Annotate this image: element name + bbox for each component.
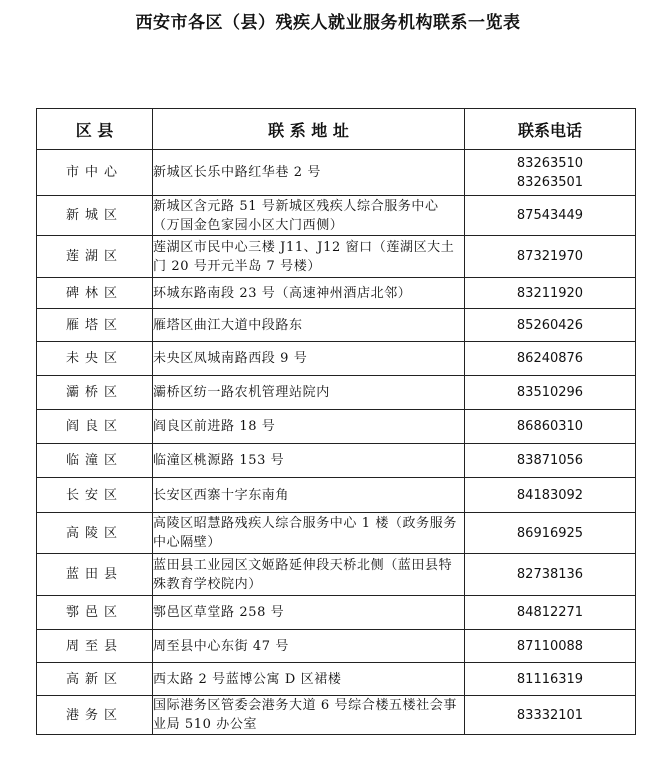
document-title: 西安市各区（县）残疾人就业服务机构联系一览表 xyxy=(135,13,521,33)
phone-number: 85260426 xyxy=(516,317,584,333)
phone-number: 84183092 xyxy=(516,487,584,503)
address-cell: 西太路 2 号蓝博公寓 D 区裙楼 xyxy=(153,663,465,696)
address-cell: 阎良区前进路 18 号 xyxy=(153,410,465,444)
district-cell: 高陵区 xyxy=(37,513,153,554)
contacts-table xyxy=(36,108,636,735)
address-cell: 临潼区桃源路 153 号 xyxy=(153,444,465,478)
address-cell: 国际港务区管委会港务大道 6 号综合楼五楼社会事业局 510 办公室 xyxy=(153,696,465,735)
address-cell: 周至县中心东街 47 号 xyxy=(153,630,465,663)
district-cell: 新城区 xyxy=(37,196,153,236)
table-row xyxy=(37,309,636,342)
address-cell: 长安区西寨十字东南角 xyxy=(153,478,465,513)
district-cell: 阎良区 xyxy=(37,410,153,444)
address-cell: 鄠邑区草堂路 258 号 xyxy=(153,596,465,630)
table-row xyxy=(37,342,636,376)
phone-cell xyxy=(465,410,636,444)
table-header-row xyxy=(37,109,636,150)
district-cell: 市中心 xyxy=(37,150,153,196)
address-cell: 未央区凤城南路西段 9 号 xyxy=(153,342,465,376)
table-row xyxy=(37,596,636,630)
phone-number: 87543449 xyxy=(516,208,584,223)
district-cell: 周至县 xyxy=(37,630,153,663)
table-row xyxy=(37,376,636,410)
phone-cell xyxy=(465,309,636,342)
phone-number: 84812271 xyxy=(516,605,584,620)
header-phone: 联系电话 xyxy=(465,109,636,150)
address-cell: 高陵区昭慧路残疾人综合服务中心 1 楼（政务服务中心隔壁） xyxy=(153,513,465,554)
address-cell: 雁塔区曲江大道中段路东 xyxy=(153,309,465,342)
district-cell: 蓝田县 xyxy=(37,554,153,596)
phone-number: 87110088 xyxy=(516,638,584,654)
phone-cell xyxy=(465,376,636,410)
phone-number: 86916925 xyxy=(516,525,584,541)
table-row xyxy=(37,236,636,278)
phone-number: 86860310 xyxy=(516,419,584,434)
address-cell: 新城区长乐中路红华巷 2 号 xyxy=(153,150,465,196)
phone-cell xyxy=(465,596,636,630)
district-cell: 高新区 xyxy=(37,663,153,696)
table-row xyxy=(37,696,636,735)
phone-cell xyxy=(465,342,636,376)
address-cell: 环城东路南段 23 号（高速神州酒店北邻） xyxy=(153,278,465,309)
phone-cell xyxy=(465,630,636,663)
district-cell: 灞桥区 xyxy=(37,376,153,410)
phone-cell xyxy=(465,444,636,478)
phone-cell xyxy=(465,150,636,196)
phone-cell xyxy=(465,513,636,554)
header-district: 区 县 xyxy=(37,109,153,150)
phone-cell xyxy=(465,196,636,236)
address-cell: 蓝田县工业园区文姬路延伸段天桥北侧（蓝田县特殊教育学校院内） xyxy=(153,554,465,596)
phone-cell xyxy=(465,663,636,696)
table-row xyxy=(37,513,636,554)
phone-cell xyxy=(465,554,636,596)
table-body xyxy=(37,150,636,735)
phone-number: 81116319 xyxy=(516,671,584,687)
table-row xyxy=(37,196,636,236)
phone-cell xyxy=(465,278,636,309)
address-cell: 莲湖区市民中心三楼 J11、J12 窗口（莲湖区大土门 20 号开元半岛 7 号楼） xyxy=(153,236,465,278)
phone-number: 83871056 xyxy=(516,453,584,468)
address-cell: 灞桥区纺一路农机管理站院内 xyxy=(153,376,465,410)
district-cell: 莲湖区 xyxy=(37,236,153,278)
phone-number: 83510296 xyxy=(516,385,584,400)
table-row xyxy=(37,410,636,444)
header-address: 联 系 地 址 xyxy=(153,109,465,150)
district-cell: 雁塔区 xyxy=(37,309,153,342)
table-row xyxy=(37,554,636,596)
phone-number: 83332101 xyxy=(516,707,584,723)
phone-cell xyxy=(465,478,636,513)
phone-number: 83263501 xyxy=(516,174,584,190)
district-cell: 未央区 xyxy=(37,342,153,376)
phone-cell xyxy=(465,696,636,735)
phone-number: 82738136 xyxy=(516,567,584,582)
table-row xyxy=(37,663,636,696)
phone-number: 87321970 xyxy=(516,249,584,264)
table-row xyxy=(37,150,636,196)
phone-number: 86240876 xyxy=(516,351,584,366)
table-row xyxy=(37,478,636,513)
phone-cell xyxy=(465,236,636,278)
table-row xyxy=(37,444,636,478)
district-cell: 碑林区 xyxy=(37,278,153,309)
phone-number: 83263510 xyxy=(516,155,584,171)
address-cell: 新城区含元路 51 号新城区残疾人综合服务中心（万国金色家园小区大门西侧） xyxy=(153,196,465,236)
district-cell: 长安区 xyxy=(37,478,153,513)
district-cell: 临潼区 xyxy=(37,444,153,478)
district-cell: 港务区 xyxy=(37,696,153,735)
phone-number: 83211920 xyxy=(516,285,584,301)
district-cell: 鄠邑区 xyxy=(37,596,153,630)
table-row xyxy=(37,278,636,309)
table-row xyxy=(37,630,636,663)
